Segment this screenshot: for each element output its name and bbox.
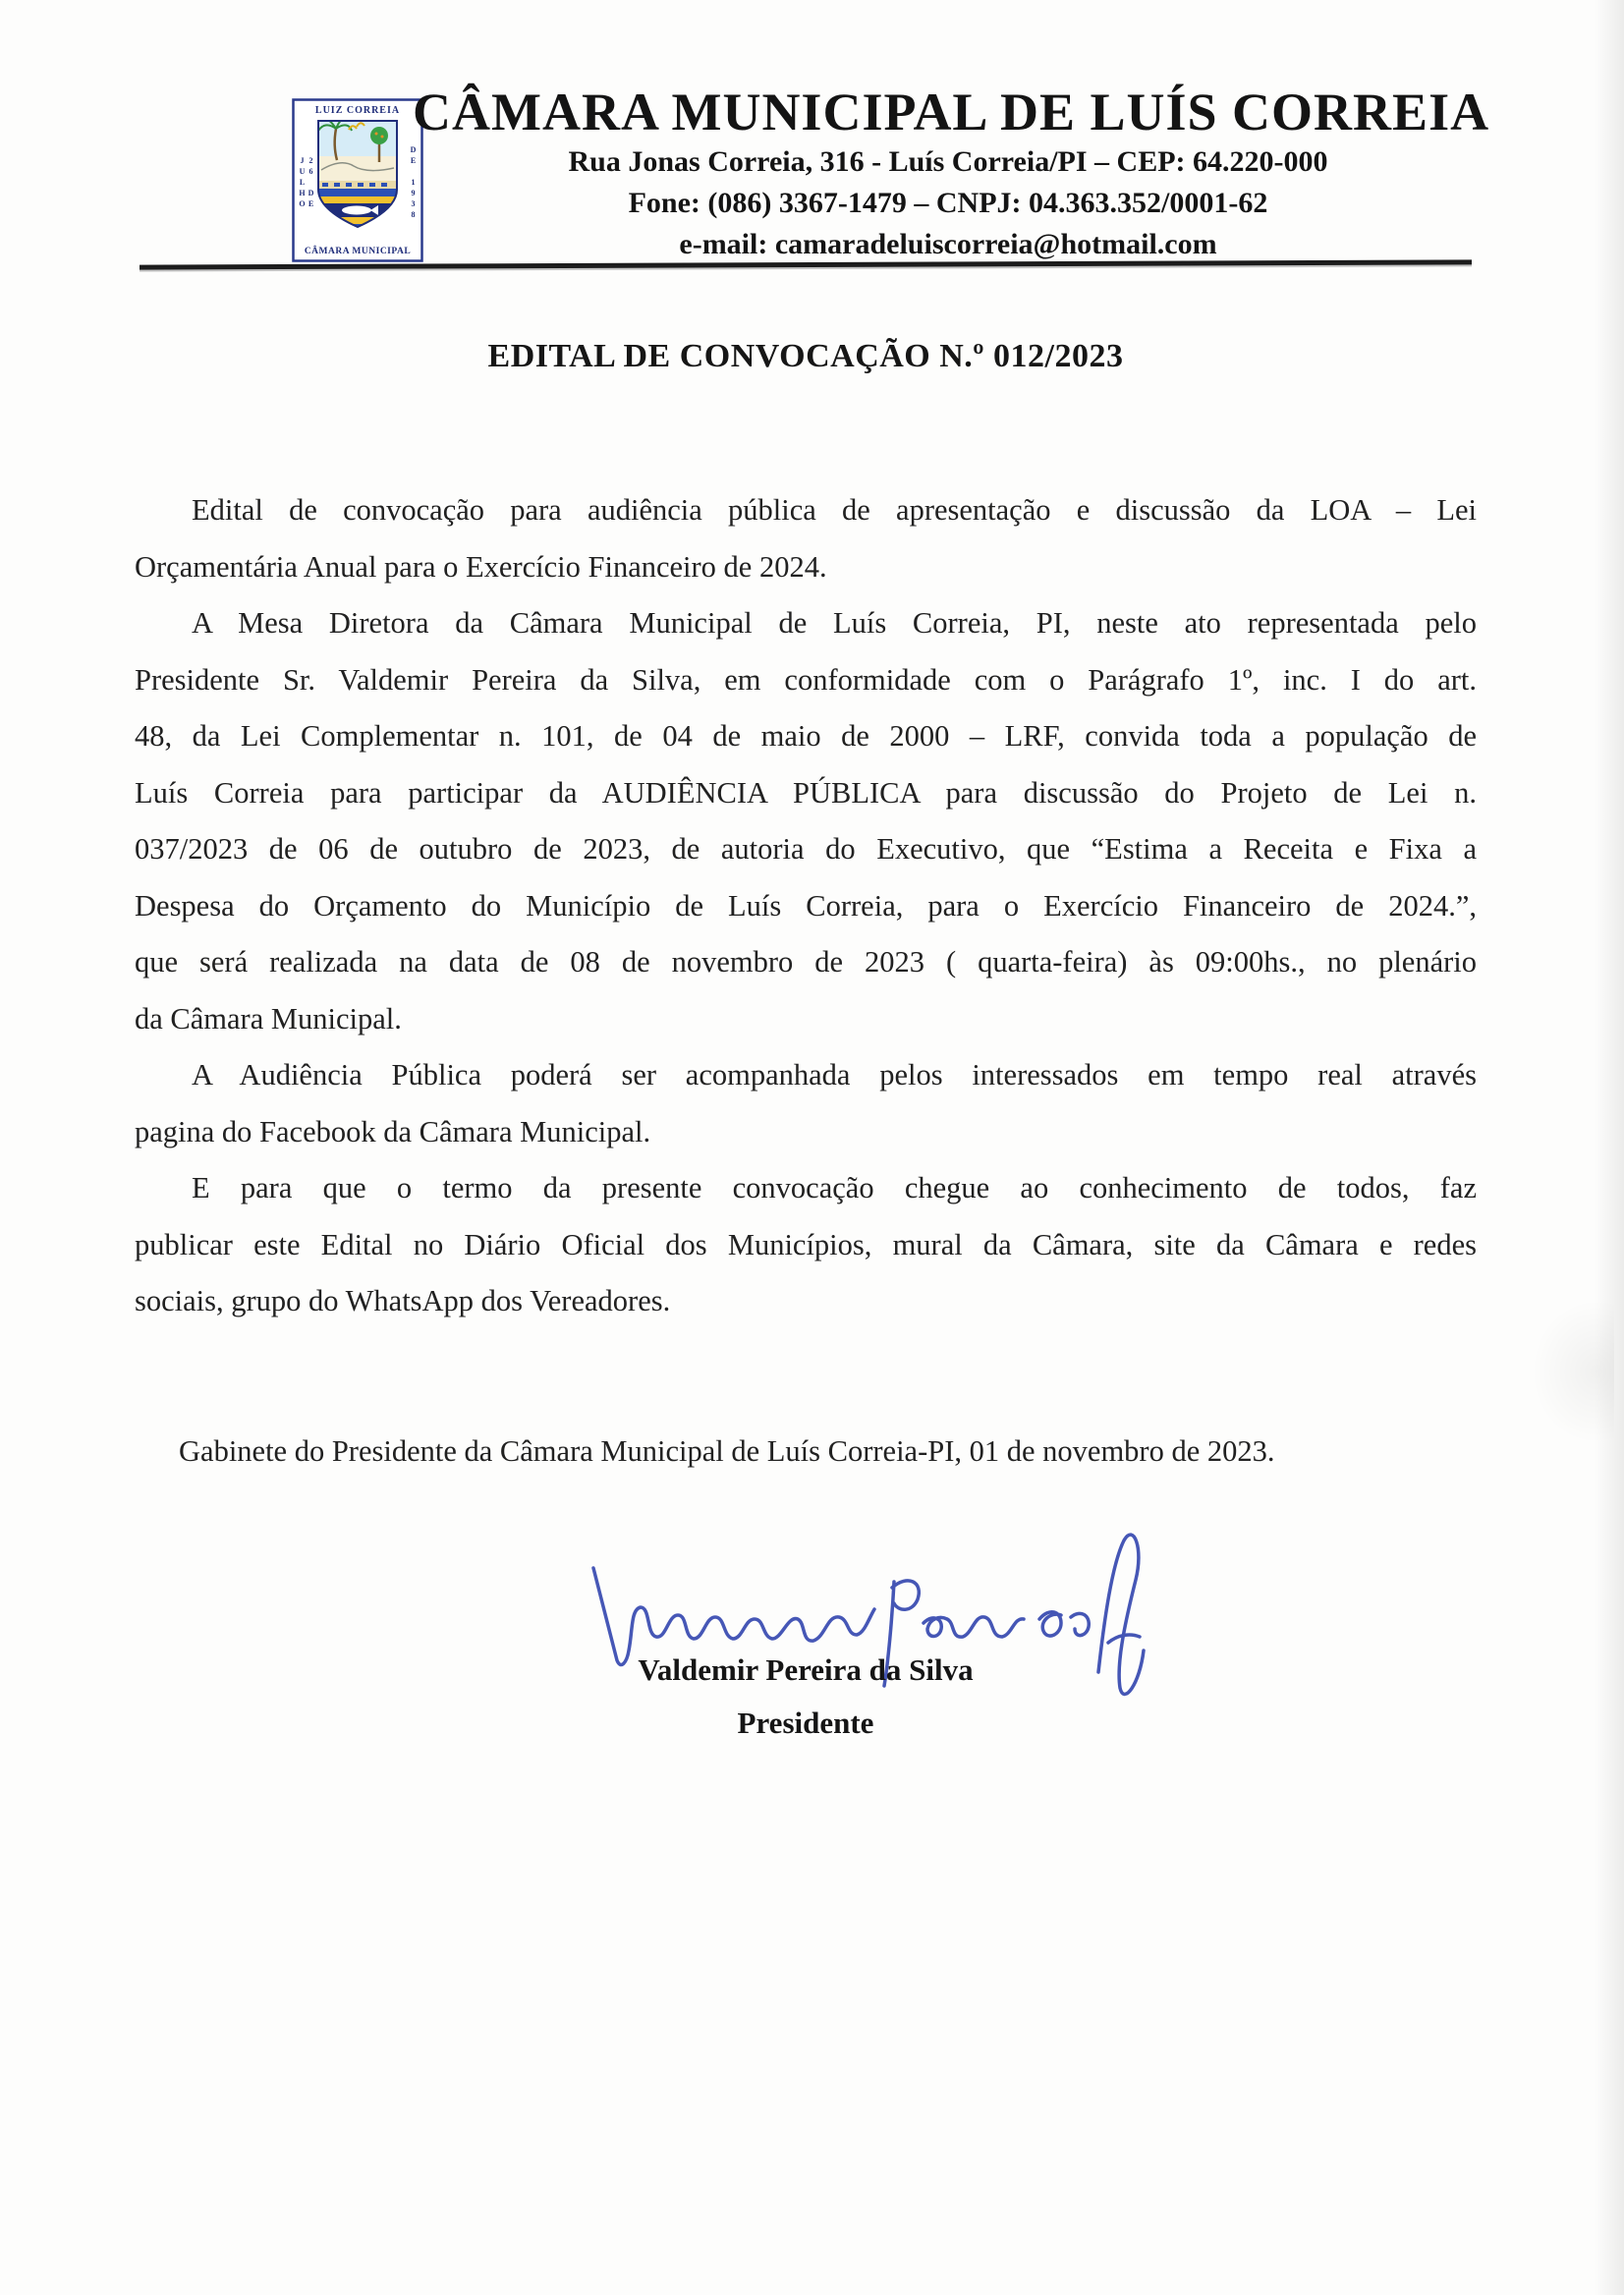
crest-bottom-label: CÂMARA MUNICIPAL <box>304 247 412 256</box>
body-line: sociais, grupo do WhatsApp dos Vereadores. <box>135 1284 671 1317</box>
scan-edge-shadow <box>1595 0 1624 2295</box>
body-line: Presidente Sr. Valdemir Pereira da Silva, em conformidade com o Parágrafo 1º, inc. I do art. <box>135 662 1477 697</box>
phone-cnpj-line: Fone: (086) 3367-1479 – CNPJ: 04.363.352/0001-62 <box>628 187 1268 219</box>
document-body <box>135 482 1477 1480</box>
body-line: Despesa do Orçamento do Município de Luís Correia, para o Exercício Financeiro de 2024.”, <box>135 888 1477 923</box>
letterhead-text <box>413 83 1490 265</box>
organization-name: CÂMARA MUNICIPAL DE LUÍS CORREIA <box>413 83 1490 141</box>
address-line: Rua Jonas Correia, 316 - Luís Correia/PI – CEP: 64.220-000 <box>568 145 1328 178</box>
scan-smudge <box>1526 1293 1614 1450</box>
body-line: Edital de convocação para audiência pública de apresentação e discussão da LOA – Lei <box>192 493 1477 527</box>
municipal-crest-icon <box>292 98 423 262</box>
body-line: A Mesa Diretora da Câmara Municipal de Luís Correia, PI, neste ato representada pelo <box>192 606 1477 640</box>
body-line: da Câmara Municipal. <box>135 1001 402 1036</box>
signatory-name: Valdemir Pereira da Silva <box>638 1652 974 1687</box>
body-line: E para que o termo da presente convocação chegue ao conhecimento de todos, faz <box>192 1171 1477 1204</box>
email-line: e-mail: camaradeluiscorreia@hotmail.com <box>679 228 1217 260</box>
body-line: 48, da Lei Complementar n. 101, de 04 de maio de 2000 – LRF, convida toda a população de <box>135 719 1477 753</box>
handwritten-signature-icon <box>578 1525 1148 1721</box>
paragraph-2 <box>135 595 1477 1047</box>
body-line: Orçamentária Anual para o Exercício Financeiro de 2024. <box>135 549 827 584</box>
body-line: 037/2023 de 06 de outubro de 2023, de autoria do Executivo, que “Estima a Receita e Fixa a <box>135 832 1477 866</box>
crest-top-label: LUIZ CORREIA <box>314 105 401 116</box>
crest-left-label: 26 DE JULHO <box>298 155 315 210</box>
body-line: publicar este Edital no Diário Oficial dos Municípios, mural da Câmara, site da Câmara e redes <box>135 1227 1477 1261</box>
crest-right-label: DE 1938 <box>409 144 418 221</box>
body-line: pagina do Facebook da Câmara Municipal. <box>135 1114 651 1148</box>
body-line: que será realizada na data de 08 de novembro de 2023 ( quarta-feira) às 09:00hs., no plenário <box>135 945 1477 979</box>
paragraph-1 <box>135 482 1477 595</box>
body-line: A Audiência Pública poderá ser acompanhada pelos interessados em tempo real através <box>192 1058 1477 1092</box>
paragraph-3 <box>135 1047 1477 1160</box>
document-title: EDITAL DE CONVOCAÇÃO N.º 012/2023 <box>487 338 1124 374</box>
closing-line: Gabinete do Presidente da Câmara Municipal de Luís Correia-PI, 01 de novembro de 2023. <box>179 1433 1275 1468</box>
signatory-role: Presidente <box>737 1706 874 1740</box>
paragraph-4 <box>135 1160 1477 1330</box>
body-line: Luís Correia para participar da AUDIÊNCIA PÚBLICA para discussão do Projeto de Lei n. <box>135 775 1477 810</box>
